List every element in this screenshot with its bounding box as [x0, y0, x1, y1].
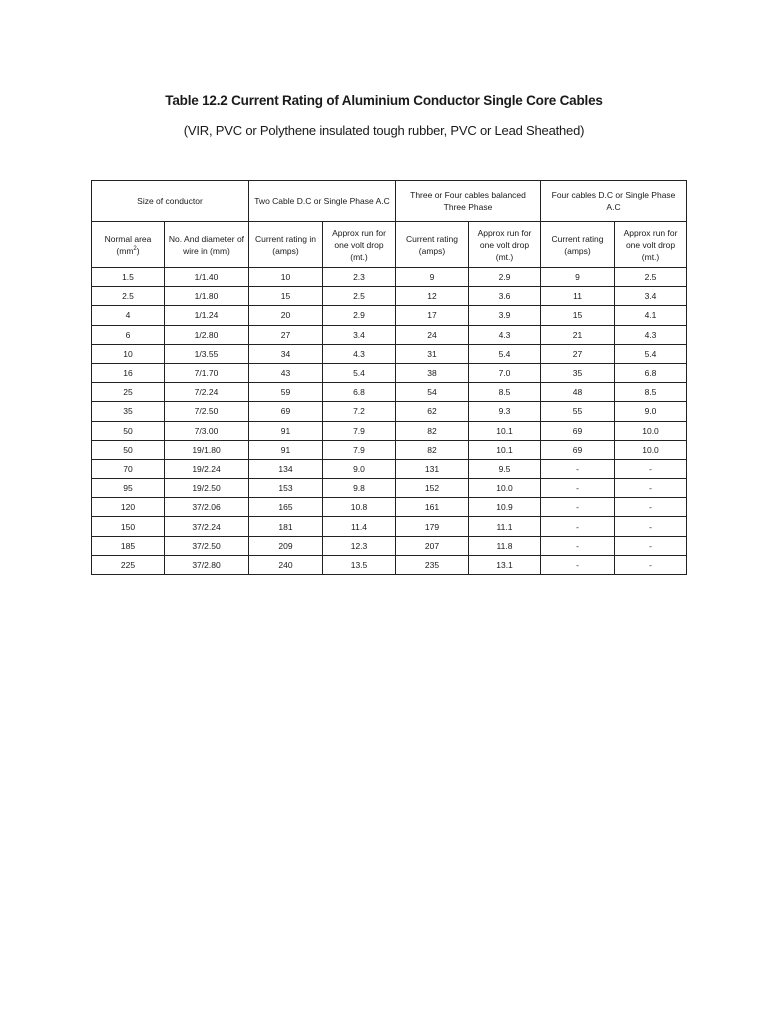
table-cell: - [615, 498, 687, 517]
table-cell: 179 [396, 517, 469, 536]
table-cell: - [541, 479, 615, 498]
table-title: Table 12.2 Current Rating of Aluminium Conductor Single Core Cables [165, 93, 603, 108]
table-cell: - [541, 517, 615, 536]
table-cell: 1.5 [92, 268, 165, 287]
table-cell: 4.1 [615, 306, 687, 325]
table-cell: 131 [396, 459, 469, 478]
normal-area-unit-open: (mm [116, 245, 134, 256]
table-cell: 10.8 [323, 498, 396, 517]
table-cell: 27 [249, 325, 323, 344]
table-cell: 62 [396, 402, 469, 421]
table-cell: 2.5 [615, 268, 687, 287]
table-cell: 9.5 [469, 459, 541, 478]
table-cell: 5.4 [469, 344, 541, 363]
run-three-header: Approx run for one volt drop (mt.) [469, 222, 541, 268]
two-cable-header: Two Cable D.C or Single Phase A.C [249, 181, 396, 222]
table-cell: 152 [396, 479, 469, 498]
table-cell: 69 [249, 402, 323, 421]
table-cell: 225 [92, 555, 165, 574]
table-cell: 1/1.40 [165, 268, 249, 287]
table-cell: 82 [396, 440, 469, 459]
table-body [92, 181, 687, 575]
table-cell: 9 [541, 268, 615, 287]
table-cell: 50 [92, 440, 165, 459]
table-cell: 91 [249, 440, 323, 459]
table-row [92, 498, 687, 517]
table-cell: - [615, 555, 687, 574]
wire-diameter-header: No. And diameter of wire in (mm) [165, 222, 249, 268]
table-cell: 9.3 [469, 402, 541, 421]
table-cell: 20 [249, 306, 323, 325]
table-cell: 5.4 [323, 363, 396, 382]
table-cell: - [615, 517, 687, 536]
table-cell: 19/1.80 [165, 440, 249, 459]
table-cell: 4.3 [323, 344, 396, 363]
table-cell: 11 [541, 287, 615, 306]
table-row [92, 555, 687, 574]
table-cell: - [615, 459, 687, 478]
table-row [92, 287, 687, 306]
table-cell: 1/1.80 [165, 287, 249, 306]
table-cell: 43 [249, 363, 323, 382]
table-cell: 1/3.55 [165, 344, 249, 363]
table-cell: - [541, 459, 615, 478]
table-cell: 10.9 [469, 498, 541, 517]
table-row [92, 421, 687, 440]
table-cell: - [541, 555, 615, 574]
table-cell: 4.3 [469, 325, 541, 344]
table-cell: 15 [249, 287, 323, 306]
table-cell: 37/2.80 [165, 555, 249, 574]
table-row [92, 440, 687, 459]
table-cell: 24 [396, 325, 469, 344]
run-four-header: Approx run for one volt drop (mt.) [615, 222, 687, 268]
table-cell: 2.5 [92, 287, 165, 306]
table-cell: 7/2.50 [165, 402, 249, 421]
table-row [92, 306, 687, 325]
table-cell: 7/1.70 [165, 363, 249, 382]
three-four-cables-header: Three or Four cables balanced Three Phase [396, 181, 541, 222]
table-cell: 50 [92, 421, 165, 440]
table-cell: 240 [249, 555, 323, 574]
table-cell: 2.3 [323, 268, 396, 287]
table-cell: 209 [249, 536, 323, 555]
table-row [92, 402, 687, 421]
table-cell: 55 [541, 402, 615, 421]
table-row [92, 536, 687, 555]
table-row [92, 268, 687, 287]
normal-area-unit-close: ) [136, 245, 140, 256]
table-cell: 4 [92, 306, 165, 325]
table-cell: 8.5 [469, 383, 541, 402]
table-cell: 165 [249, 498, 323, 517]
table-cell: 185 [92, 536, 165, 555]
table-cell: 10.0 [469, 479, 541, 498]
table-cell: 1/1.24 [165, 306, 249, 325]
sub-header-row [92, 222, 687, 268]
table-cell: 134 [249, 459, 323, 478]
current-rating-three-header: Current rating (amps) [396, 222, 469, 268]
table-cell: 3.4 [323, 325, 396, 344]
table-cell: 7.2 [323, 402, 396, 421]
table-cell: - [615, 536, 687, 555]
table-cell: 10 [92, 344, 165, 363]
table-cell: 15 [541, 306, 615, 325]
table-cell: 35 [92, 402, 165, 421]
table-row [92, 325, 687, 344]
table-cell: 11.1 [469, 517, 541, 536]
table-cell: - [541, 536, 615, 555]
table-cell: 37/2.50 [165, 536, 249, 555]
table-cell: 69 [541, 421, 615, 440]
size-of-conductor-header: Size of conductor [92, 181, 249, 222]
table-cell: 9.0 [323, 459, 396, 478]
run-two-header: Approx run for one volt drop (mt.) [323, 222, 396, 268]
table-cell: 6.8 [323, 383, 396, 402]
table-cell: 34 [249, 344, 323, 363]
table-cell: 9.0 [615, 402, 687, 421]
table-cell: 70 [92, 459, 165, 478]
table-cell: 12.3 [323, 536, 396, 555]
table-cell: 181 [249, 517, 323, 536]
table-cell: 6 [92, 325, 165, 344]
table-cell: 7.0 [469, 363, 541, 382]
table-row [92, 459, 687, 478]
table-cell: 10.1 [469, 440, 541, 459]
table-cell: 2.9 [323, 306, 396, 325]
normal-area-label: Normal area [104, 233, 152, 244]
table-cell: 120 [92, 498, 165, 517]
table-cell: 7/3.00 [165, 421, 249, 440]
table-cell: 153 [249, 479, 323, 498]
current-rating-four-header: Current rating (amps) [541, 222, 615, 268]
table-cell: 19/2.50 [165, 479, 249, 498]
table-cell: 25 [92, 383, 165, 402]
table-cell: 3.9 [469, 306, 541, 325]
table-cell: 5.4 [615, 344, 687, 363]
table-cell: 161 [396, 498, 469, 517]
table-cell: 27 [541, 344, 615, 363]
table-cell: 9 [396, 268, 469, 287]
table-cell: 207 [396, 536, 469, 555]
table-cell: 21 [541, 325, 615, 344]
table-cell: 7/2.24 [165, 383, 249, 402]
table-row [92, 383, 687, 402]
table-row [92, 479, 687, 498]
table-row [92, 344, 687, 363]
current-rating-two-header: Current rating in (amps) [249, 222, 323, 268]
table-cell: 10.1 [469, 421, 541, 440]
table-cell: 10.0 [615, 421, 687, 440]
table-cell: - [615, 479, 687, 498]
table-cell: 150 [92, 517, 165, 536]
table-cell: 6.8 [615, 363, 687, 382]
table-cell: 7.9 [323, 421, 396, 440]
table-cell: 7.9 [323, 440, 396, 459]
table-cell: 8.5 [615, 383, 687, 402]
table-cell: 35 [541, 363, 615, 382]
table-cell: 17 [396, 306, 469, 325]
table-cell: 2.9 [469, 268, 541, 287]
table-cell: 37/2.24 [165, 517, 249, 536]
four-cables-header: Four cables D.C or Single Phase A.C [541, 181, 687, 222]
table-cell: 11.4 [323, 517, 396, 536]
normal-area-unit-sup: 2 [133, 245, 137, 252]
current-rating-table [91, 180, 687, 575]
table-cell: 38 [396, 363, 469, 382]
table-row [92, 517, 687, 536]
normal-area-header [92, 222, 165, 268]
table-cell: 13.5 [323, 555, 396, 574]
table-cell: 31 [396, 344, 469, 363]
table-cell: 4.3 [615, 325, 687, 344]
table-cell: 3.4 [615, 287, 687, 306]
table-cell: 1/2.80 [165, 325, 249, 344]
table-cell: 16 [92, 363, 165, 382]
table-cell: 9.8 [323, 479, 396, 498]
table-cell: 13.1 [469, 555, 541, 574]
table-cell: 95 [92, 479, 165, 498]
table-cell: 69 [541, 440, 615, 459]
table-cell: 54 [396, 383, 469, 402]
table-cell: - [541, 498, 615, 517]
table-cell: 91 [249, 421, 323, 440]
table-cell: 59 [249, 383, 323, 402]
table-cell: 2.5 [323, 287, 396, 306]
table-cell: 82 [396, 421, 469, 440]
table-cell: 235 [396, 555, 469, 574]
table-cell: 48 [541, 383, 615, 402]
table-cell: 11.8 [469, 536, 541, 555]
table-subtitle: (VIR, PVC or Polythene insulated tough rubber, PVC or Lead Sheathed) [183, 123, 585, 138]
table-cell: 19/2.24 [165, 459, 249, 478]
table-row [92, 363, 687, 382]
table-cell: 12 [396, 287, 469, 306]
table-cell: 3.6 [469, 287, 541, 306]
group-header-row [92, 181, 687, 222]
table-cell: 10 [249, 268, 323, 287]
table-cell: 10.0 [615, 440, 687, 459]
table-cell: 37/2.06 [165, 498, 249, 517]
